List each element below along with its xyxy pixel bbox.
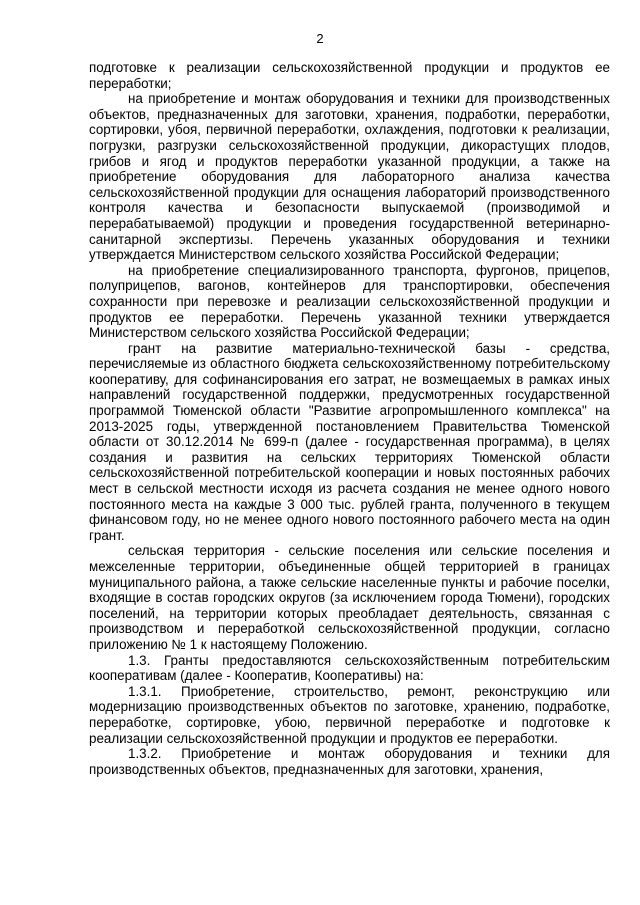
paragraph-1-3-1: 1.3.1. Приобретение, строительство, ремонт, реконструкцию или модернизацию производственных объектов по заготовке, хранению, подработке, переработке, сортировке, убою, первичной переработке и подготовке к реализации сельскохозяйственной продукции и продуктов ее переработки. [89,683,610,746]
paragraph-continuation: подготовке к реализации сельскохозяйственной продукции и продуктов ее переработки; [89,60,610,91]
document-body [89,60,610,777]
paragraph-grant-definition: грант на развитие материально-технической базы - средства, перечисляемые из областного бюджета сельскохозяйственному потребительскому кооперативу, для софинансирования его затрат, не возмещаемых в рамках иных направлений государственной поддержки, предусмотренных государственной программой Тюменской области "Развитие агропромышленного комплекса" на 2013-2025 годы, утвержденной постановлением Правительства Тюменской области от 30.12.2014 № 699-п (далее - государственная программа), в целях создания и развития на сельских территориях Тюменской области сельскохозяйственной потребительской кооперации и новых постоянных рабочих мест в сельской местности исходя из расчета создания не менее одного нового постоянного места на каждые 3 000 тыс. рублей гранта, полученного в текущем финансовом году, но не менее одного нового постоянного рабочего места на один грант. [89,340,610,543]
paragraph-rural-territory: сельская территория - сельские поселения или сельские поселения и межселенные территории, объединенные общей территорией в границах муниципального района, а также сельские населенные пункты и рабочие поселки, входящие в состав городских округов (за исключением города Тюмени), городских поселений, на территории которых преобладает деятельность, связанная с производством и переработкой сельскохозяйственной продукции, согласно приложению № 1 к настоящему Положению. [89,543,610,652]
paragraph-transport: на приобретение специализированного транспорта, фургонов, прицепов, полуприцепов, вагонов, контейнеров для транспортировки, обеспечения сохранности при перевозке и реализации сельскохозяйственной продукции и продуктов ее переработки. Перечень указанной техники утверждается Министерством сельского хозяйства Российской Федерации; [89,262,610,341]
paragraph-1-3-2: 1.3.2. Приобретение и монтаж оборудования и техники для производственных объектов, предназначенных для заготовки, хранения, [89,746,610,777]
paragraph-equipment: на приобретение и монтаж оборудования и техники для производственных объектов, предназначенных для заготовки, хранения, подработки, переработки, сортировки, убоя, первичной переработки, охлаждения, подготовки к реализации, погрузки, разгрузки сельскохозяйственной продукции, дикорастущих плодов, грибов и ягод и продуктов переработки указанной продукции, а также на приобретение оборудования для лабораторного анализа качества сельскохозяйственной продукции для оснащения лабораторий производственного контроля качества и безопасности выпускаемой (производимой и перерабатываемой) продукции и проведения государственной ветеринарно-санитарной экспертизы. Перечень указанных оборудования и техники утверждается Министерством сельского хозяйства Российской Федерации; [89,91,610,263]
page-number: 2 [316,31,324,46]
paragraph-1-3: 1.3. Гранты предоставляются сельскохозяйственным потребительским кооперативам (далее - Кооператив, Кооперативы) на: [89,652,610,684]
